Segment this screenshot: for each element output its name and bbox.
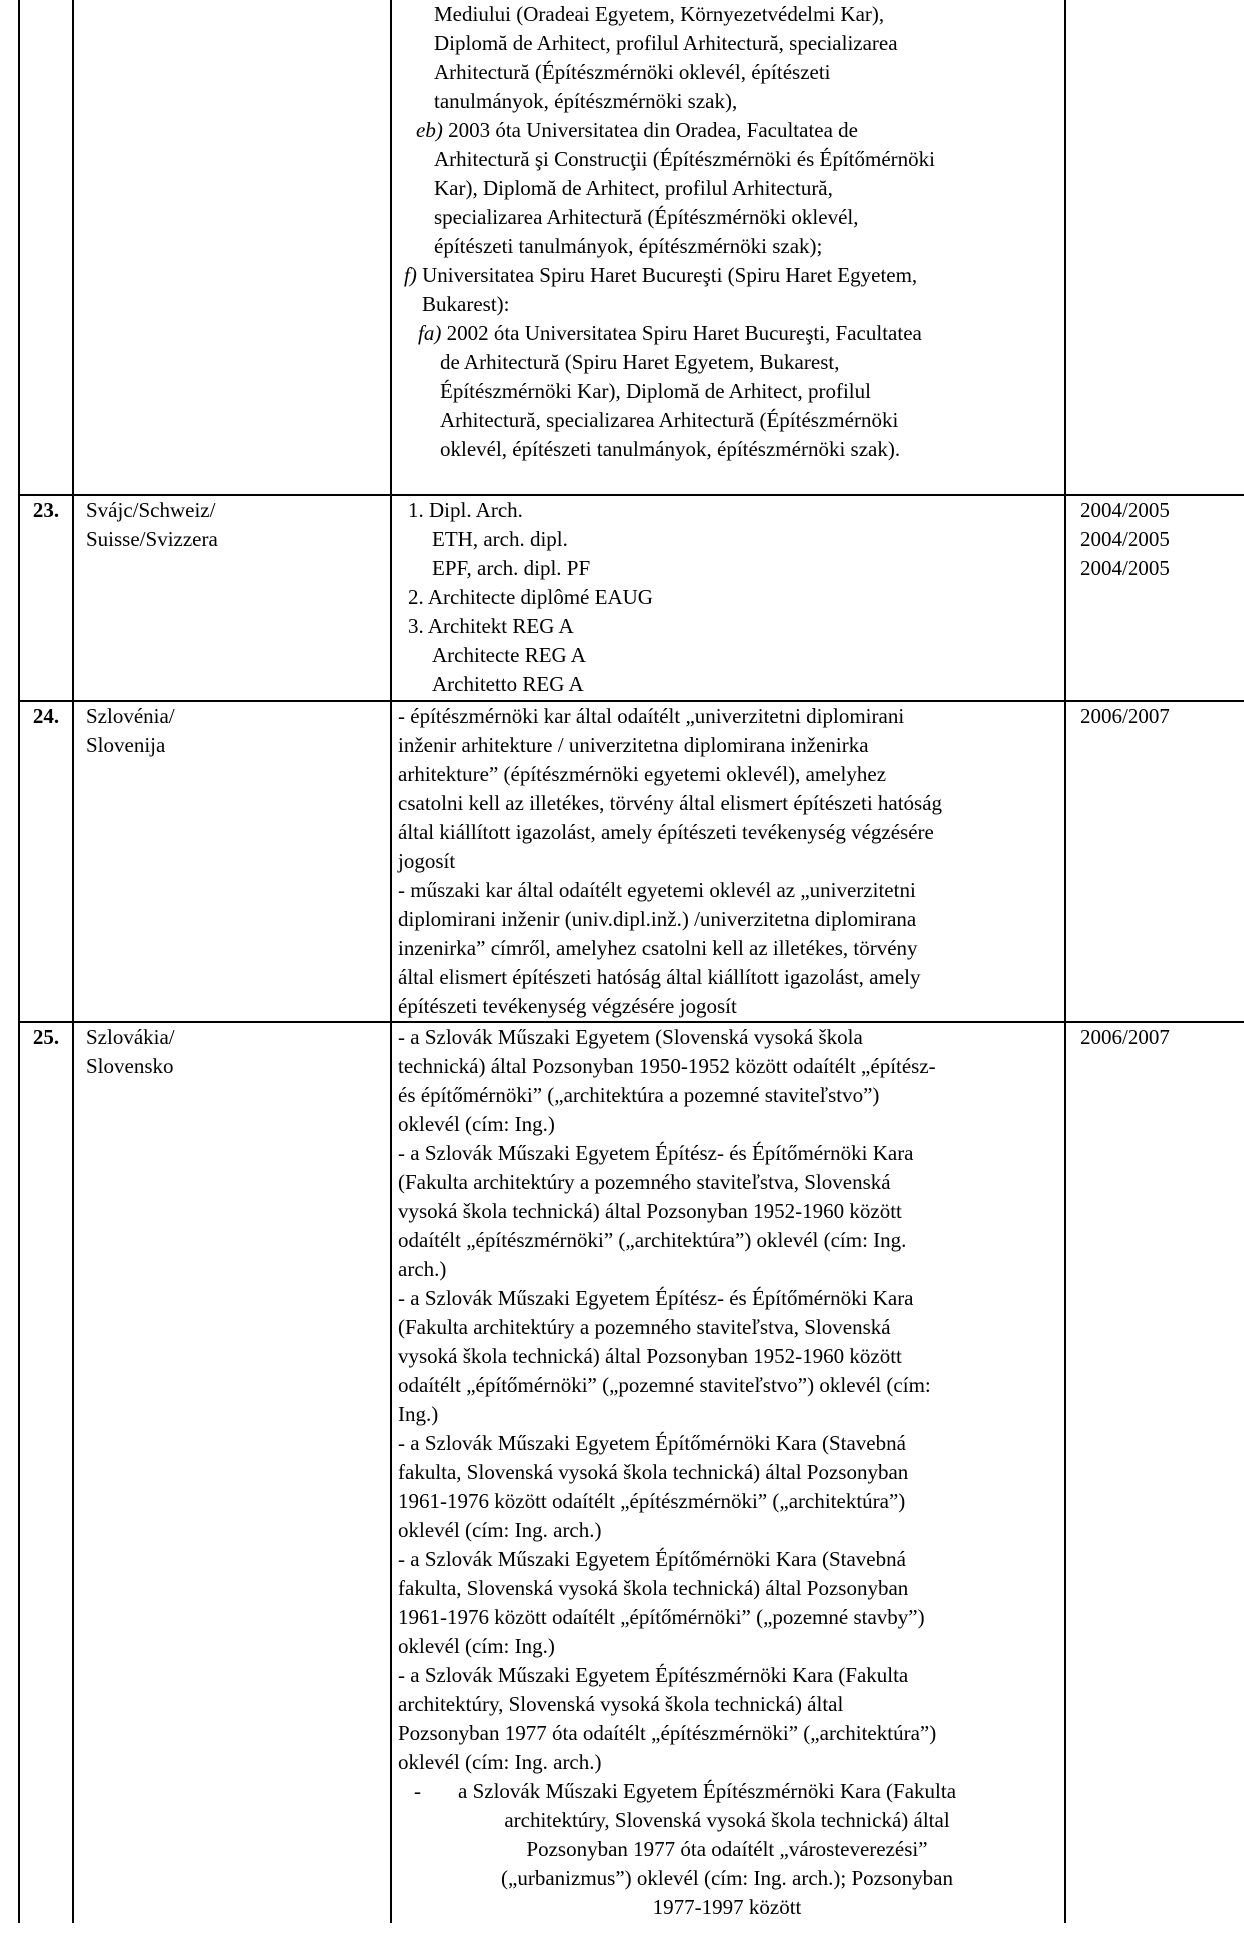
year-cell bbox=[1065, 495, 1244, 701]
year-value: 2006/2007 bbox=[1080, 1025, 1170, 1049]
text-line: fakulta, Slovenská vysoká škola technická) által Pozsonyban bbox=[398, 1460, 909, 1484]
text-line: 1977-1997 között bbox=[652, 1895, 802, 1919]
text-line: („urbanizmus”) oklevél (cím: Ing. arch.); Pozsonyban bbox=[501, 1866, 953, 1890]
row-number-cell bbox=[19, 0, 73, 495]
text-line: - a Szlovák Műszaki Egyetem Építész- és Építőmérnöki Kara bbox=[398, 1286, 914, 1310]
list-item bbox=[392, 261, 1064, 319]
text-line: - a Szlovák Műszaki Egyetem (Slovenská vysoká škola bbox=[398, 1025, 863, 1049]
text-line: által kiállított igazolást, amely építészeti tevékenység végzésére bbox=[398, 820, 934, 844]
country-name: Suisse/Svizzera bbox=[86, 527, 218, 551]
year-value: 2004/2005 bbox=[1080, 527, 1170, 551]
text-line: de Arhitectură (Spiru Haret Egyetem, Bukarest, bbox=[440, 350, 840, 374]
item-text: 2003 óta Universitatea din Oradea, Facultatea de bbox=[442, 118, 858, 142]
text-line: diplomirani inženir (univ.dipl.inž.) /univerzitetna diplomirana bbox=[398, 907, 917, 931]
text-line: Bukarest): bbox=[422, 292, 510, 316]
text-line: vysoká škola technická) által Pozsonyban 1952-1960 között bbox=[398, 1199, 902, 1223]
diploma-cell bbox=[391, 0, 1065, 495]
table-row bbox=[19, 701, 1244, 1022]
text-line: Arhitectură (Építészmérnöki oklevél, építészeti bbox=[434, 60, 831, 84]
list-item bbox=[392, 0, 1064, 116]
text-line: vysoká škola technická) által Pozsonyban 1952-1960 között bbox=[398, 1344, 902, 1368]
text-line: arhitekture” (építészmérnöki egyetemi oklevél), amelyhez bbox=[398, 762, 887, 786]
text-line: építészeti tanulmányok, építészmérnöki szak); bbox=[434, 234, 823, 258]
item-label: eb) bbox=[416, 118, 443, 142]
country-name: Slovenija bbox=[86, 733, 166, 757]
text-line: specializarea Arhitectură (Építészmérnöki oklevél, bbox=[434, 205, 859, 229]
text-line: 3. Architekt REG A bbox=[408, 614, 574, 638]
country-cell bbox=[73, 701, 391, 1022]
text-line: 1961-1976 között odaítélt „építészmérnöki” („architektúra”) bbox=[398, 1489, 906, 1513]
text-line: technická) által Pozsonyban 1950-1952 között odaítélt „építész- bbox=[398, 1054, 936, 1078]
text-line: Pozsonyban 1977 óta odaítélt „városteverezési” bbox=[526, 1837, 928, 1861]
text-line bbox=[404, 1777, 1056, 1806]
text-line: 2. Architecte diplômé EAUG bbox=[408, 585, 653, 609]
qualifications-table bbox=[18, 0, 1244, 1923]
text-line: odaítélt „építészmérnöki” („architektúra”) oklevél (cím: Ing. bbox=[398, 1228, 907, 1252]
list-item bbox=[398, 1777, 1056, 1922]
text-line: és építőmérnöki” („architektúra a pozemné staviteľstvo”) bbox=[398, 1083, 880, 1107]
item-label: f) bbox=[404, 263, 417, 287]
text-line: arch.) bbox=[398, 1257, 447, 1281]
row-number: 24. bbox=[19, 701, 73, 1022]
country-name: Szlovákia/ bbox=[86, 1025, 175, 1049]
item-text: 2002 óta Universitatea Spiru Haret Bucureşti, Facultatea bbox=[441, 321, 922, 345]
text-line: architektúry, Slovenská vysoká škola technická) által bbox=[398, 1692, 844, 1716]
year-value: 2006/2007 bbox=[1080, 704, 1170, 728]
diploma-cell bbox=[391, 495, 1065, 701]
text-line: Pozsonyban 1977 óta odaítélt „építészmérnöki” („architektúra”) bbox=[398, 1721, 937, 1745]
country-name: Slovensko bbox=[86, 1054, 174, 1078]
text-line: - műszaki kar által odaítélt egyetemi oklevél az „univerzitetni bbox=[398, 878, 916, 902]
text-line: - a Szlovák Műszaki Egyetem Építészmérnöki Kara (Fakulta bbox=[398, 1663, 909, 1687]
row-number: 23. bbox=[19, 495, 73, 701]
text-line: fakulta, Slovenská vysoká škola technická) által Pozsonyban bbox=[398, 1576, 909, 1600]
year-cell bbox=[1065, 1022, 1244, 1923]
text-line: inzenirka” címről, amelyhez csatolni kell az illetékes, törvény bbox=[398, 936, 918, 960]
table-row bbox=[19, 1022, 1244, 1923]
text-line: Architetto REG A bbox=[432, 672, 584, 696]
text-line: Arhitectură, specializarea Arhitectură (Építészmérnöki bbox=[440, 408, 899, 432]
text-line: Architecte REG A bbox=[432, 643, 586, 667]
item-text: Universitatea Spiru Haret Bucureşti (Spiru Haret Egyetem, bbox=[416, 263, 918, 287]
list-item bbox=[392, 319, 1064, 464]
text-line: oklevél (cím: Ing. arch.) bbox=[398, 1750, 602, 1774]
text-line: - építészmérnöki kar által odaítélt „univerzitetni diplomirani bbox=[398, 704, 905, 728]
text-line bbox=[418, 319, 1064, 348]
text-line: inženir arhitekture / univerzitetna diplomirana inženirka bbox=[398, 733, 869, 757]
table-row bbox=[19, 495, 1244, 701]
text-line: oklevél (cím: Ing.) bbox=[398, 1634, 555, 1658]
text-line bbox=[404, 261, 1064, 290]
country-cell bbox=[73, 1022, 391, 1923]
text-line: által elismert építészeti hatóság által kiállított igazolást, amely bbox=[398, 965, 921, 989]
bullet-dash: - bbox=[414, 1779, 421, 1803]
text-line bbox=[416, 116, 1064, 145]
text-line: jogosít bbox=[398, 849, 456, 873]
text-line: odaítélt „építőmérnöki” („pozemné staviteľstvo”) oklevél (cím: bbox=[398, 1373, 931, 1397]
year-cell bbox=[1065, 701, 1244, 1022]
country-name: Svájc/Schweiz/ bbox=[86, 498, 216, 522]
text-line: - a Szlovák Műszaki Egyetem Építész- és Építőmérnöki Kara bbox=[398, 1141, 914, 1165]
text-line: oklevél, építészeti tanulmányok, építészmérnöki szak). bbox=[440, 437, 901, 461]
list-item bbox=[392, 116, 1064, 261]
text-line: (Fakulta architektúry a pozemného staviteľstva, Slovenská bbox=[398, 1170, 891, 1194]
text-line: ETH, arch. dipl. bbox=[432, 527, 568, 551]
year-value: 2004/2005 bbox=[1080, 498, 1170, 522]
text-line: csatolni kell az illetékes, törvény által elismert építészeti hatóság bbox=[398, 791, 943, 815]
year-cell bbox=[1065, 0, 1244, 495]
country-cell bbox=[73, 495, 391, 701]
text-line: tanulmányok, építészmérnöki szak), bbox=[434, 89, 738, 113]
text-line: Kar), Diplomă de Arhitect, profilul Arhitectură, bbox=[434, 176, 833, 200]
text-line: architektúry, Slovenská vysoká škola technická) által bbox=[504, 1808, 950, 1832]
item-label: fa) bbox=[418, 321, 442, 345]
table-row bbox=[19, 0, 1244, 495]
text-line: Diplomă de Arhitect, profilul Arhitectură, specializarea bbox=[434, 31, 898, 55]
row-number: 25. bbox=[19, 1022, 73, 1923]
item-text: a Szlovák Műszaki Egyetem Építészmérnöki Kara (Fakulta bbox=[458, 1779, 957, 1803]
text-line: - a Szlovák Műszaki Egyetem Építőmérnöki Kara (Stavebná bbox=[398, 1431, 906, 1455]
text-line: oklevél (cím: Ing.) bbox=[398, 1112, 555, 1136]
text-line: (Fakulta architektúry a pozemného staviteľstva, Slovenská bbox=[398, 1315, 891, 1339]
document-sheet bbox=[18, 0, 1230, 1950]
country-cell bbox=[73, 0, 391, 495]
text-line: építészeti tevékenység végzésére jogosít bbox=[398, 994, 737, 1018]
diploma-cell bbox=[391, 1022, 1065, 1923]
text-line: Ing.) bbox=[398, 1402, 439, 1426]
text-line: Építészmérnöki Kar), Diplomă de Arhitect, profilul bbox=[440, 379, 871, 403]
text-line: Arhitectură şi Construcţii (Építészmérnöki és Építőmérnöki bbox=[434, 147, 935, 171]
year-value: 2004/2005 bbox=[1080, 556, 1170, 580]
text-line: oklevél (cím: Ing. arch.) bbox=[398, 1518, 602, 1542]
text-line: EPF, arch. dipl. PF bbox=[432, 556, 591, 580]
text-line: 1. Dipl. Arch. bbox=[408, 498, 523, 522]
text-line: 1961-1976 között odaítélt „építőmérnöki” („pozemné stavby”) bbox=[398, 1605, 925, 1629]
diploma-cell bbox=[391, 701, 1065, 1022]
text-line: - a Szlovák Műszaki Egyetem Építőmérnöki Kara (Stavebná bbox=[398, 1547, 906, 1571]
text-line: Mediului (Oradeai Egyetem, Környezetvédelmi Kar), bbox=[434, 2, 885, 26]
country-name: Szlovénia/ bbox=[86, 704, 175, 728]
